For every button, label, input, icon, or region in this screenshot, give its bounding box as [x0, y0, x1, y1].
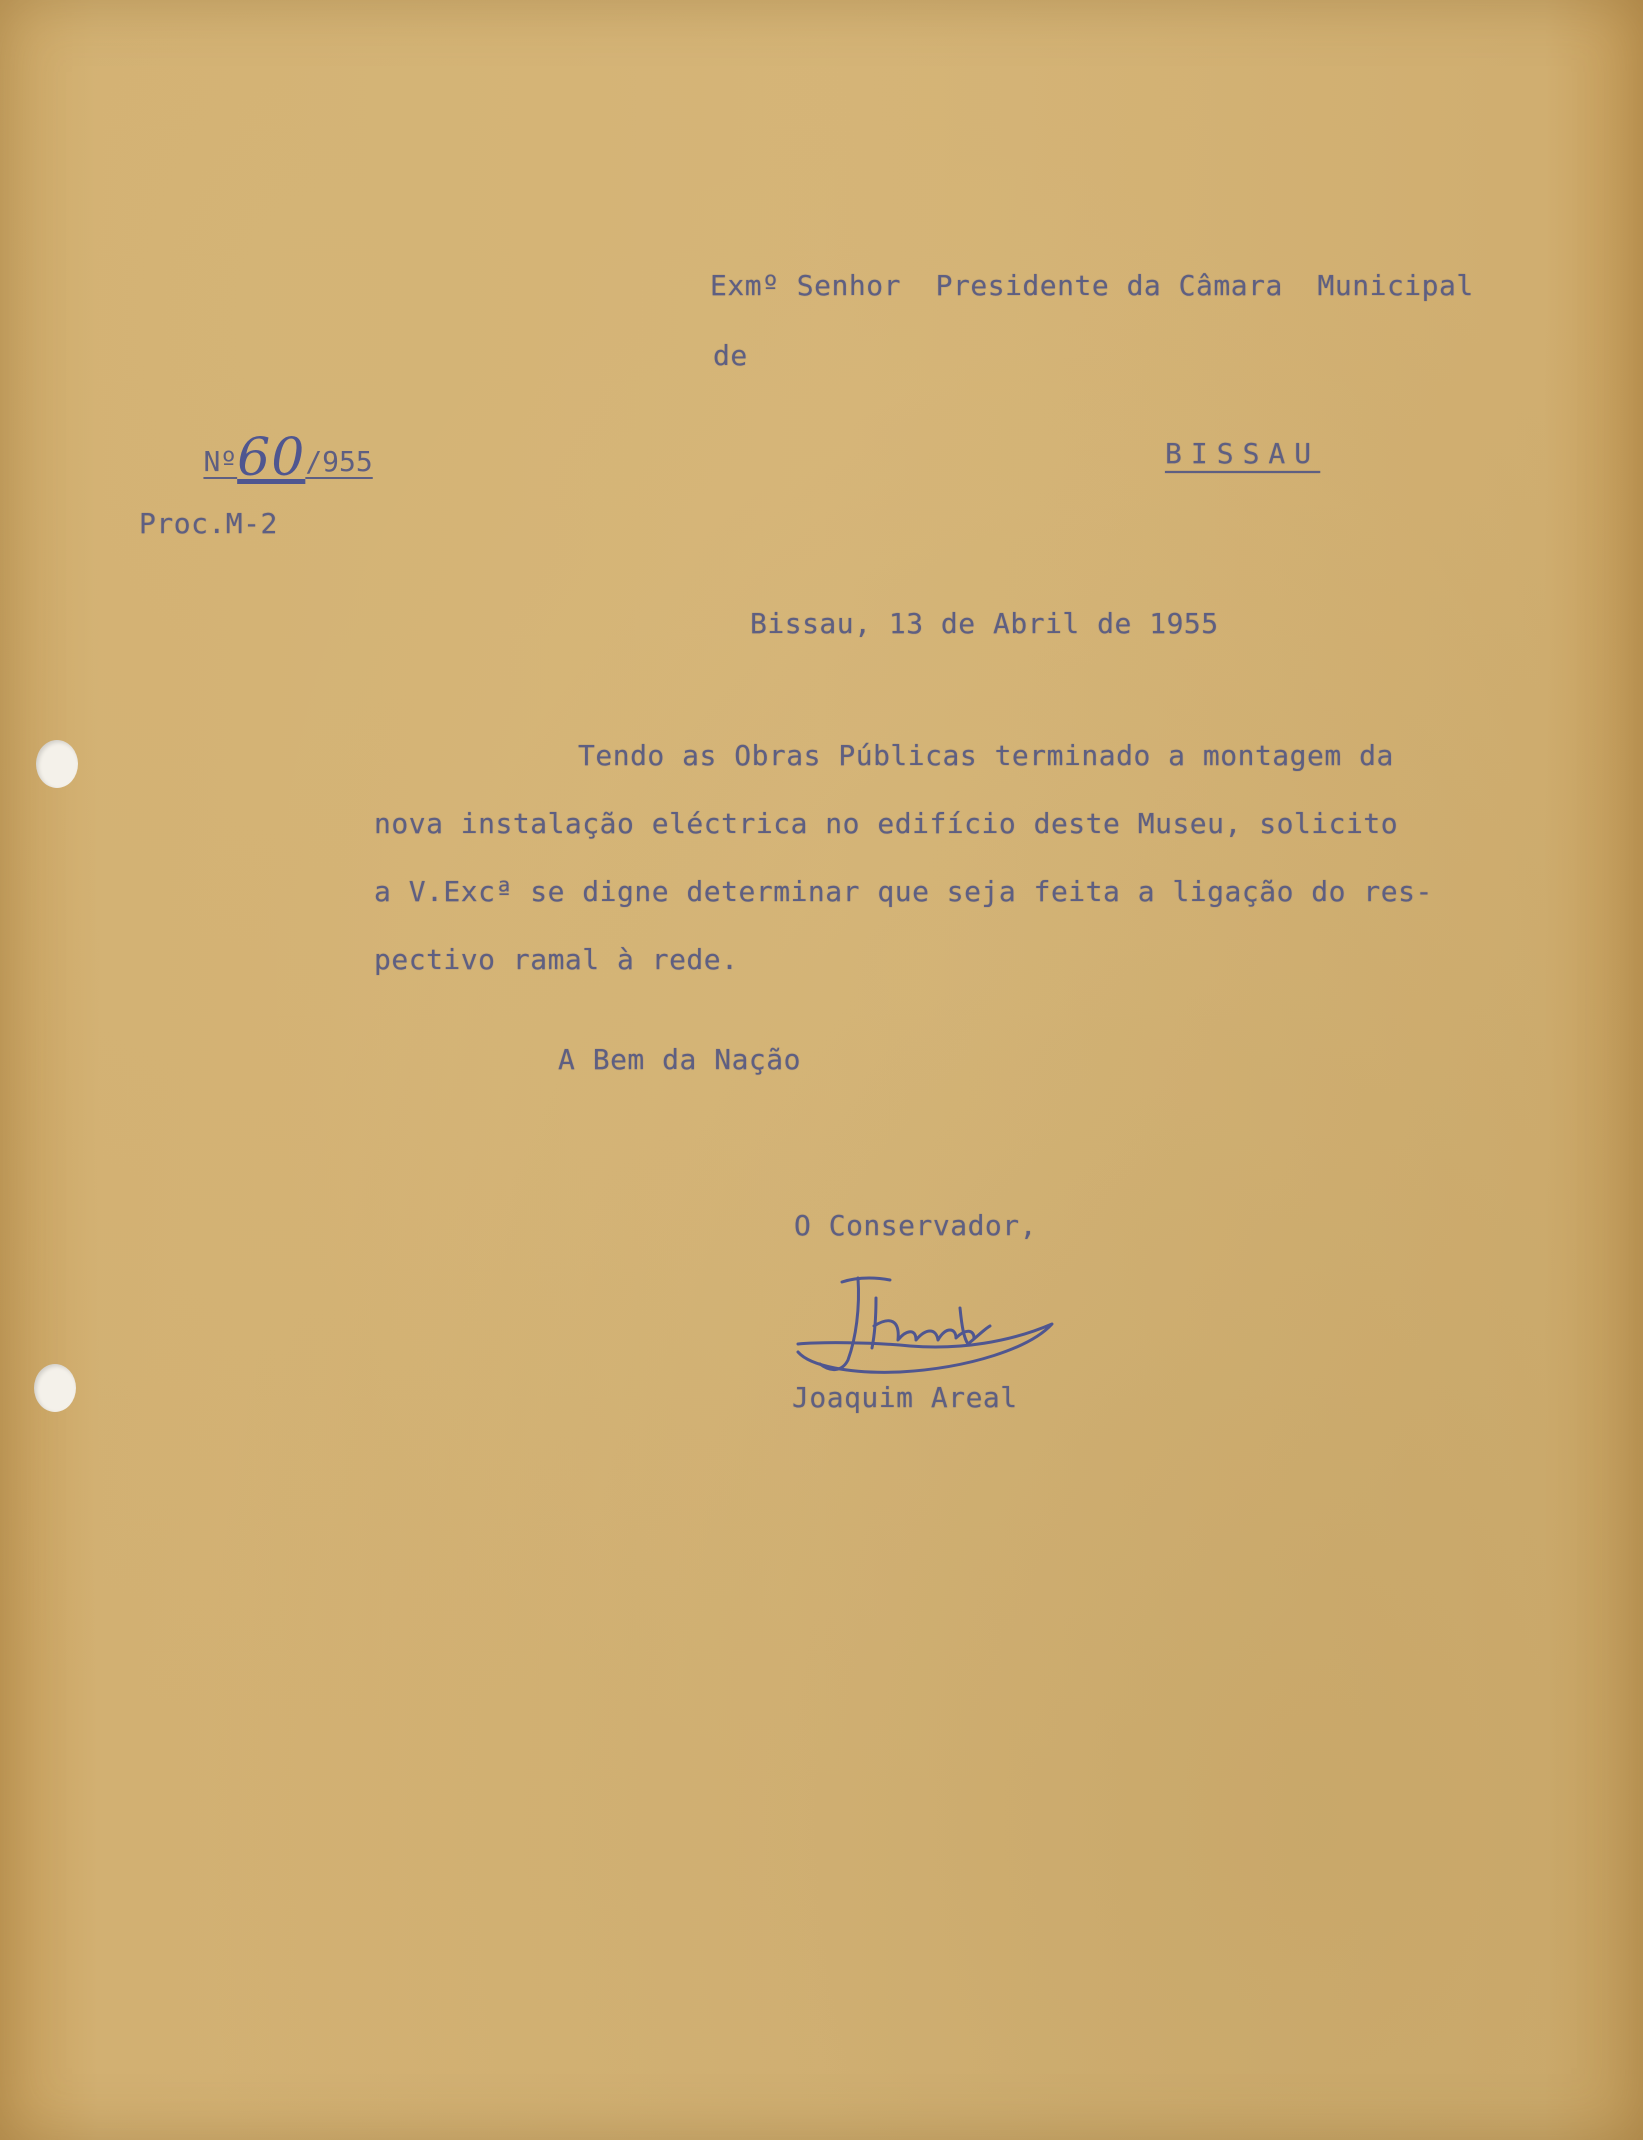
body-line-3: a V.Excª se digne determinar que seja feita a ligação do res- [374, 875, 1433, 908]
addressee-line-2: de [713, 339, 748, 372]
reference-prefix: Nº [203, 445, 238, 478]
body-line-4: pectivo ramal à rede. [374, 943, 739, 976]
signatory-title: O Conservador, [794, 1209, 1038, 1242]
letter-date: Bissau, 13 de Abril de 1955 [750, 607, 1219, 640]
reference-number [136, 400, 373, 508]
addressee-line-1: Exmº Senhor Presidente da Câmara Municipal [710, 269, 1474, 302]
reference-year: /955 [305, 445, 373, 478]
body-line-1: Tendo as Obras Públicas terminado a montagem da [578, 739, 1394, 772]
reference-handwritten-number: 60 [237, 428, 306, 488]
salutation: A Bem da Nação [558, 1043, 802, 1076]
destination-city: BISSAU [1165, 437, 1321, 470]
body-line-2: nova instalação eléctrica no edifício deste Museu, solicito [374, 807, 1399, 840]
punch-hole-top [36, 740, 78, 788]
punch-hole-bottom [34, 1364, 76, 1412]
handwritten-signature [790, 1268, 1060, 1388]
process-reference: Proc.M-2 [139, 507, 278, 540]
signatory-name: Joaquim Areal [792, 1381, 1018, 1414]
